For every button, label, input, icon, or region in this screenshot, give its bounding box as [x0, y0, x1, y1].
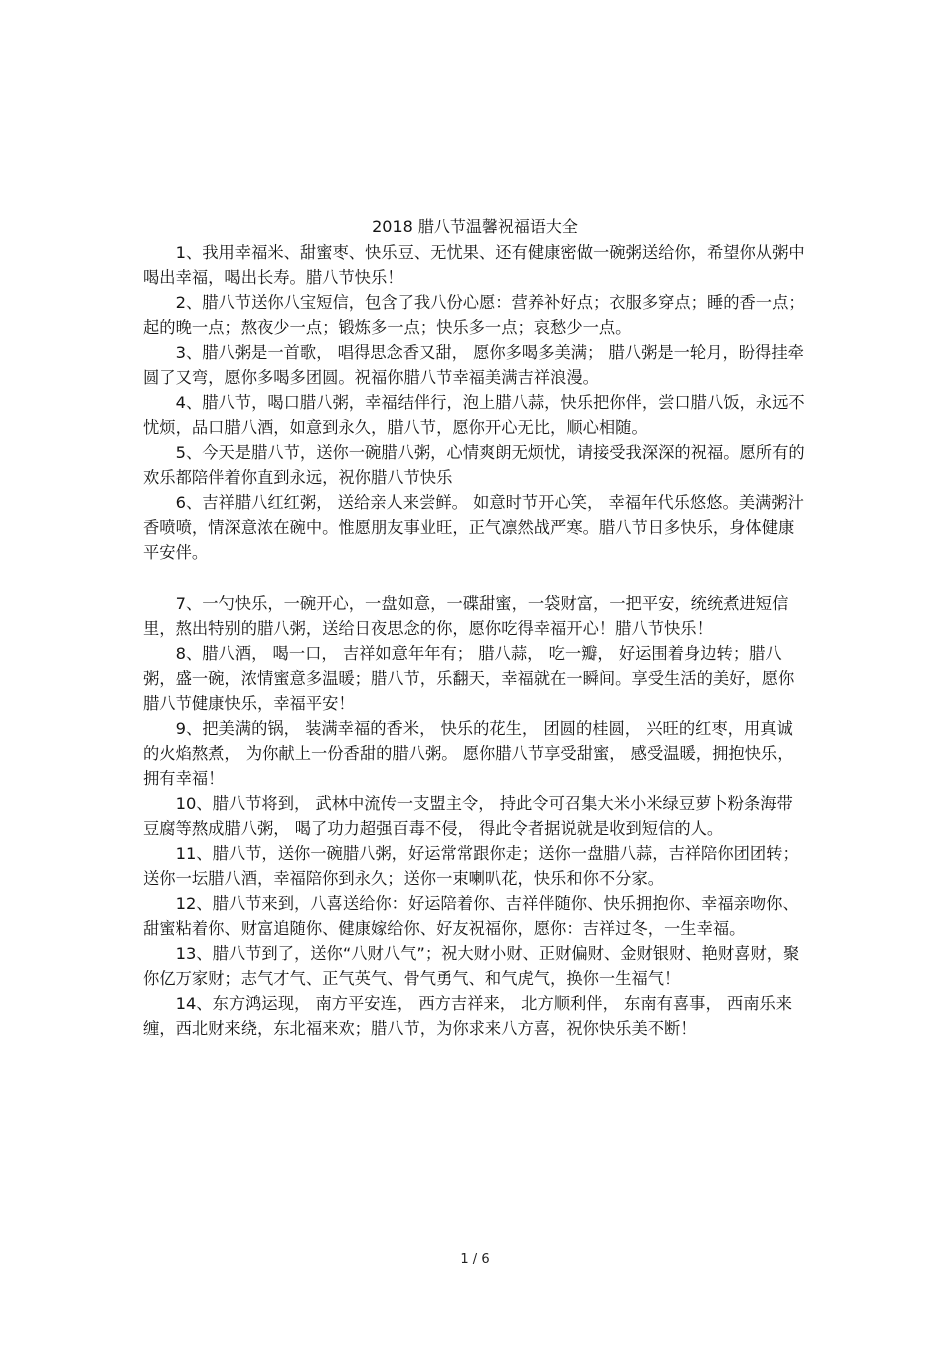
paragraph-9: 9、把美满的锅， 装满幸福的香米， 快乐的花生， 团圆的桂圆， 兴旺的红枣，用真诚的火焰熬煮， 为你献上一份香甜的腊八粥。 愿你腊八节享受甜蜜， 感受温暖，拥抱快乐，拥有幸福！ — [143, 719, 794, 788]
paragraph-6: 6、吉祥腊八红红粥， 送给亲人来尝鲜。 如意时节开心笑， 幸福年代乐悠悠。美满粥汁香喷喷，情深意浓在碗中。惟愿朋友事业旺，正气凛然战严寒。腊八节日多快乐，身体健康平安伴。 — [143, 493, 804, 562]
paragraph-11: 11、腊八节，送你一碗腊八粥，好运常常跟你走；送你一盘腊八蒜，吉祥陪你团团转；送你一坛腊八酒，幸福陪你到永久；送你一束喇叭花，快乐和你不分家。 — [143, 844, 799, 888]
paragraph-12: 12、腊八节来到，八喜送给你：好运陪着你、吉祥伴随你、快乐拥抱你、幸福亲吻你、甜蜜粘着你、财富追随你、健康嫁给你、好友祝福你，愿你：吉祥过冬，一生幸福。 — [143, 894, 799, 938]
paragraph-7: 7、一勺快乐，一碗开心，一盘如意，一碟甜蜜，一袋财富，一把平安，统统煮进短信里，熬出特别的腊八粥，送给日夜思念的你，愿你吃得幸福开心！腊八节快乐！ — [143, 594, 789, 638]
paragraph-3: 3、腊八粥是一首歌， 唱得思念香又甜， 愿你多喝多美满； 腊八粥是一轮月，盼得挂牵圆了又弯，愿你多喝多团圆。祝福你腊八节幸福美满吉祥浪漫。 — [143, 343, 804, 387]
paragraph-10: 10、腊八节将到， 武林中流传一支盟主令， 持此令可召集大米小米绿豆萝卜粉条海带豆腐等熬成腊八粥， 喝了功力超强百毒不侵， 得此令者据说就是收到短信的人。 — [143, 794, 793, 838]
document-title: 2018 腊八节温馨祝福语大全 — [372, 217, 578, 236]
document-body — [143, 240, 807, 1041]
paragraph-1: 1、我用幸福米、甜蜜枣、快乐豆、无忧果、还有健康密做一碗粥送给你，希望你从粥中喝出幸福，喝出长寿。腊八节快乐！ — [143, 243, 805, 287]
paragraph-4: 4、腊八节，喝口腊八粥，幸福结伴行，泡上腊八蒜，快乐把你伴，尝口腊八饭，永远不忧烦，品口腊八酒，如意到永久，腊八节，愿你开心无比，顺心相随。 — [143, 393, 805, 437]
paragraph-8: 8、腊八酒， 喝一口， 吉祥如意年年有； 腊八蒜， 吃一瓣， 好运围着身边转；腊八粥，盛一碗，浓情蜜意多温暖；腊八节，乐翻天，幸福就在一瞬间。享受生活的美好，愿你腊八节健康快乐，幸福平安！ — [143, 644, 795, 713]
paragraph-2: 2、腊八节送你八宝短信，包含了我八份心愿：营养补好点；衣服多穿点；睡的香一点；起的晚一点；熬夜少一点；锻炼多一点；快乐多一点；哀愁少一点。 — [143, 293, 805, 337]
paragraph-5: 5、今天是腊八节，送你一碗腊八粥，心情爽朗无烦忧，请接受我深深的祝福。愿所有的欢乐都陪伴着你直到永远，祝你腊八节快乐 — [143, 443, 805, 487]
paragraph-13: 13、腊八节到了，送你“八财八气”；祝大财小财、正财偏财、金财银财、艳财喜财，聚你亿万家财；志气才气、正气英气、骨气勇气、和气虎气，换你一生福气！ — [143, 944, 800, 988]
page-number: 1 / 6 — [460, 1252, 490, 1267]
paragraph-14: 14、东方鸿运现， 南方平安连， 西方吉祥来， 北方顺利伴， 东南有喜事， 西南乐来缠，西北财来绕，东北福来欢；腊八节，为你求来八方喜，祝你快乐美不断！ — [143, 994, 793, 1038]
